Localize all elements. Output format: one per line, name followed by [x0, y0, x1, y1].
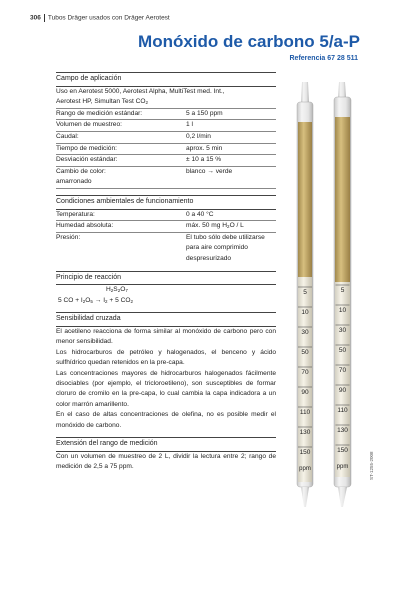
ambient-section [56, 195, 276, 265]
cross-sensitivity-section [56, 312, 276, 431]
detector-tubes-illustration [285, 82, 365, 512]
subscript: 2 [105, 298, 108, 304]
spec-value [186, 233, 276, 265]
pressure-line: para aire comprimido [186, 244, 248, 252]
spec-label: Tiempo de medición: [56, 144, 117, 152]
section-title: Campo de aplicación [56, 72, 276, 87]
spec-row [56, 144, 276, 156]
section-title: Condiciones ambientales de funcionamiento [56, 195, 276, 210]
catalyst [56, 285, 276, 296]
formula-part: O [85, 296, 91, 304]
scale-label: 30 [301, 329, 309, 336]
subscript: 2 [117, 288, 121, 294]
spec-label: Rango de medición estándar: [56, 109, 143, 117]
content-column [56, 72, 276, 478]
scale-label: 10 [301, 309, 309, 316]
spec-label: Caudal: [56, 132, 79, 140]
section-title: Extensión del rango de medición [56, 437, 276, 452]
scale-label: 150 [337, 447, 348, 454]
spec-value: 0,2 l/min [186, 132, 211, 140]
scale-label: 130 [299, 429, 311, 436]
paragraph: El acetileno reacciona de forma similar al monóxido de carbono pero con menor sensibilidad. [56, 327, 276, 346]
subscript: 2 [110, 288, 114, 294]
subscript: 2 [227, 224, 230, 230]
formula-part: 5 CO + I [58, 296, 83, 304]
arrow: → [94, 296, 102, 304]
scale-unit: ppm [336, 464, 349, 470]
extension-section [56, 437, 276, 472]
scale-label: 90 [301, 389, 309, 396]
reaction-section [56, 271, 276, 307]
scale-unit: ppm [299, 466, 311, 472]
usage-line: Uso en Aerotest 5000, Aerotest Alpha, MultiTest med. Int., [56, 87, 225, 95]
image-code: ST-1255-2008 [369, 451, 374, 480]
scale-label: 10 [338, 307, 347, 314]
spec-row [56, 132, 276, 144]
page-title: Monóxido de carbono 5/a-P [138, 32, 360, 51]
spec-value: aprox. 5 min [186, 144, 223, 152]
subscript: 5 [90, 298, 93, 304]
scale-label: 130 [337, 427, 348, 434]
header-divider [44, 14, 45, 22]
page-number: 306 [30, 14, 41, 22]
reference-number: Referencia 67 28 511 [289, 55, 358, 62]
scale-label: 150 [299, 449, 311, 456]
application-section [56, 72, 276, 189]
spec-row [56, 233, 276, 265]
scale-label: 50 [301, 349, 309, 356]
usage-line-2-text: Aerotest HP, Simultan Test CO [56, 98, 146, 106]
tube-right [334, 82, 351, 507]
scale-label: 5 [340, 287, 345, 294]
color-change-cont: amarronado [56, 177, 276, 189]
formula-part: H [106, 286, 111, 294]
subscript: 2 [130, 298, 133, 304]
formula-part: S [113, 286, 118, 294]
scale-label: 110 [299, 409, 311, 416]
scale-label: 110 [337, 407, 348, 414]
scale-label: 90 [338, 387, 347, 394]
spec-label: Presión: [56, 233, 81, 241]
subscript: 2 [145, 100, 149, 106]
section-title: Principio de reacción [56, 271, 276, 286]
scale-label: 70 [301, 369, 309, 376]
paragraph: En el caso de altas concentraciones de olefina, no es posible medir el monóxido de carbono. [56, 411, 276, 429]
paragraph: Los hidrocarburos de petróleo y halogenados, el benceno y ácido sulfhídrico quedan retenidos en la pre-capa. [56, 348, 276, 367]
spec-row [56, 155, 276, 167]
scale-label: 70 [338, 367, 347, 374]
spec-value: blanco → verde [186, 167, 233, 175]
spec-row [56, 120, 276, 132]
formula-part: + 5 CO [109, 296, 131, 304]
paragraph: Las concentraciones mayores de hidrocarburos halogenados fácilmente disociables (por ejemplo, el tricloroetileno), son susceptibles de formar cloruro de cromilo en la pre-capa, lo cual cambia la capa indicadora a un color marrón amarillento. [56, 369, 276, 408]
spec-label: Cambio de color: [56, 167, 106, 175]
subscript: 2 [82, 298, 86, 304]
spec-value: 0 a 40 °C [186, 210, 214, 218]
scale-label: 50 [338, 347, 347, 354]
spec-value: 5 a 150 ppm [186, 109, 223, 117]
spec-value [186, 221, 276, 232]
spec-row [56, 210, 276, 222]
scale-label: 5 [303, 289, 307, 296]
pressure-line: despresurizado [186, 254, 232, 262]
formula-part: O [120, 286, 126, 294]
usage-line-2 [56, 97, 276, 109]
spec-value: ± 10 a 15 % [186, 156, 222, 164]
spec-value: 1 l [186, 121, 193, 129]
spec-label: Temperatura: [56, 210, 95, 218]
formula-part: I [103, 296, 106, 304]
running-header [30, 14, 170, 22]
application-rows [56, 109, 276, 167]
running-title: Tubos Dräger usados con Dräger Aerotest [47, 14, 170, 22]
scale-label: 30 [338, 327, 347, 334]
hum-pre: máx. 50 mg H [186, 222, 228, 230]
section-title: Sensibilidad cruzada [56, 312, 276, 327]
pressure-line: El tubo sólo debe utilizarse [186, 233, 265, 241]
spec-label: Volumen de muestreo: [56, 121, 122, 129]
spec-label: Humedad absoluta: [56, 222, 114, 230]
color-change-row [56, 167, 276, 178]
spec-row [56, 109, 276, 121]
hum-post: O / L [229, 222, 244, 230]
paragraph: Con un volumen de muestreo de 2 L, dividir la lectura entre 2; rango de medición de 2,5 a 75 ppm. [56, 452, 276, 470]
subscript: 7 [125, 288, 128, 294]
spec-row [56, 221, 276, 233]
spec-label: Desviación estándar: [56, 156, 118, 164]
reaction-equation [56, 296, 276, 307]
